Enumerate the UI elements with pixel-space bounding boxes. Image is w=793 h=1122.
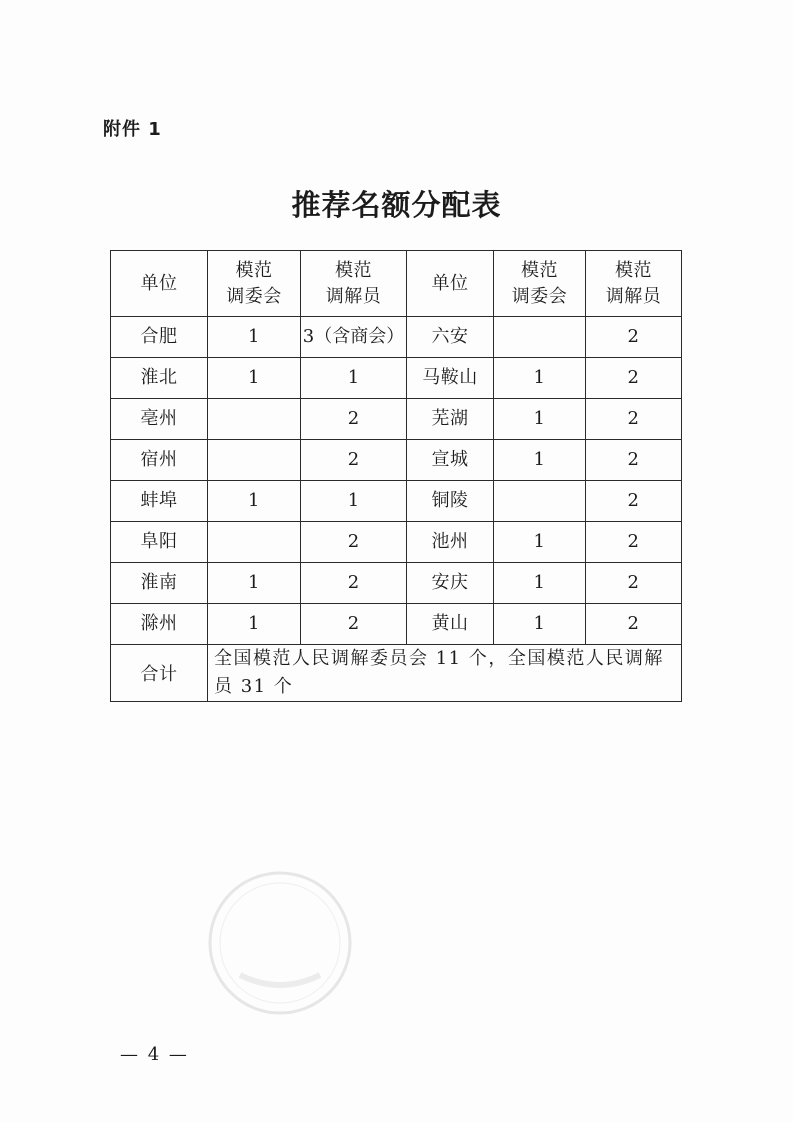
cell-committee-count: 1 xyxy=(208,481,301,522)
page-title: 推荐名额分配表 xyxy=(291,188,502,222)
cell-committee-count: 1 xyxy=(494,440,586,481)
cell-unit: 黄山 xyxy=(407,604,494,645)
cell-committee-count xyxy=(494,481,586,522)
table-row xyxy=(111,440,682,481)
header-label: 模范 xyxy=(235,259,273,281)
cell-mediator-count: 2 xyxy=(586,481,682,522)
total-summary: 全国模范人民调解委员会 11 个，全国模范人民调解员 31 个 xyxy=(208,645,682,702)
header-committee xyxy=(494,251,586,317)
header-committee xyxy=(208,251,301,317)
header-label: 模范 xyxy=(335,259,372,281)
cell-unit: 蚌埠 xyxy=(111,481,208,522)
cell-mediator-count: 2 xyxy=(586,399,682,440)
header-label: 单位 xyxy=(431,272,469,294)
header-label: 调解员 xyxy=(605,285,662,307)
cell-committee-count: 1 xyxy=(494,399,586,440)
header-mediator xyxy=(301,251,407,317)
cell-committee-count: 1 xyxy=(494,604,586,645)
cell-committee-count: 1 xyxy=(208,563,301,604)
cell-committee-count xyxy=(208,440,301,481)
cell-mediator-count: 2 xyxy=(301,399,407,440)
cell-committee-count: 1 xyxy=(494,522,586,563)
header-label: 调委会 xyxy=(511,285,568,307)
header-label: 调委会 xyxy=(226,285,282,307)
table-row xyxy=(111,522,682,563)
cell-mediator-count: 2 xyxy=(586,358,682,399)
cell-committee-count xyxy=(494,317,586,358)
cell-committee-count xyxy=(208,522,301,563)
cell-mediator-count: 2 xyxy=(586,317,682,358)
table-row xyxy=(111,317,682,358)
cell-unit: 池州 xyxy=(407,522,494,563)
cell-mediator-count: 2 xyxy=(586,563,682,604)
header-unit xyxy=(407,251,494,317)
cell-mediator-count: 1 xyxy=(301,481,407,522)
cell-committee-count: 1 xyxy=(208,604,301,645)
cell-mediator-count: 2 xyxy=(301,604,407,645)
header-label: 单位 xyxy=(140,272,178,294)
cell-unit: 芜湖 xyxy=(407,399,494,440)
cell-mediator-count: 1 xyxy=(301,358,407,399)
header-mediator xyxy=(586,251,682,317)
cell-mediator-count: 2 xyxy=(586,440,682,481)
cell-unit: 六安 xyxy=(407,317,494,358)
cell-unit: 宣城 xyxy=(407,440,494,481)
cell-committee-count xyxy=(208,399,301,440)
header-label: 模范 xyxy=(521,259,558,281)
cell-committee-count: 1 xyxy=(208,358,301,399)
table-row xyxy=(111,399,682,440)
table-row xyxy=(111,563,682,604)
attachment-label: 附件 1 xyxy=(103,119,162,140)
cell-unit: 宿州 xyxy=(111,440,208,481)
header-label: 模范 xyxy=(615,259,652,281)
table-total-row xyxy=(111,645,682,702)
cell-unit: 淮南 xyxy=(111,563,208,604)
cell-unit: 铜陵 xyxy=(407,481,494,522)
cell-unit: 马鞍山 xyxy=(407,358,494,399)
seal-mark xyxy=(200,865,360,1025)
cell-mediator-count: 2 xyxy=(586,522,682,563)
cell-unit: 合肥 xyxy=(111,317,208,358)
cell-mediator-count: 2 xyxy=(301,563,407,604)
page-number: — 4 — xyxy=(120,1044,189,1065)
cell-mediator-count: 2 xyxy=(301,440,407,481)
cell-unit: 亳州 xyxy=(111,399,208,440)
cell-committee-count: 1 xyxy=(494,358,586,399)
cell-mediator-count: 2 xyxy=(586,604,682,645)
header-unit xyxy=(111,251,208,317)
total-label: 合计 xyxy=(111,645,208,702)
header-label: 调解员 xyxy=(325,285,382,307)
cell-unit: 阜阳 xyxy=(111,522,208,563)
cell-unit: 淮北 xyxy=(111,358,208,399)
table-header-row xyxy=(111,251,682,317)
cell-committee-count: 1 xyxy=(208,317,301,358)
cell-unit: 安庆 xyxy=(407,563,494,604)
cell-mediator-count: 3（含商会） xyxy=(301,317,407,358)
allocation-table xyxy=(110,250,682,702)
cell-unit: 滁州 xyxy=(111,604,208,645)
cell-mediator-count: 2 xyxy=(301,522,407,563)
table-row xyxy=(111,358,682,399)
table-row xyxy=(111,604,682,645)
table-row xyxy=(111,481,682,522)
cell-committee-count: 1 xyxy=(494,563,586,604)
